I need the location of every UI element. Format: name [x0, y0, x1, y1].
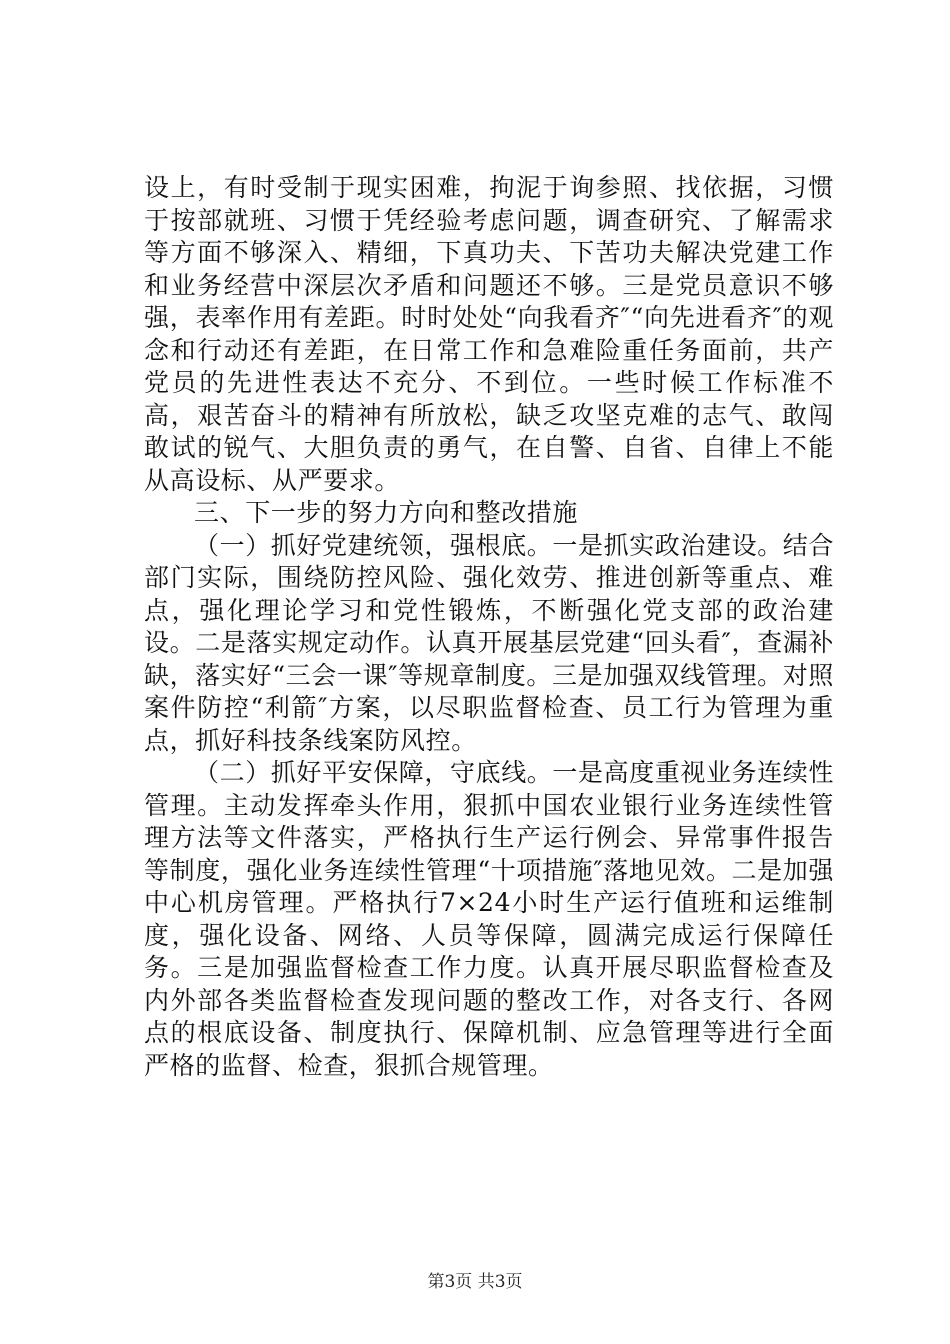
paragraph-safety-guarantee: （二）抓好平安保障，守底线。一是高度重视业务连续性管理。主动发挥牵头作用，狠抓中国农业银行业务连续性管理方法等文件落实，严格执行生产运行例会、异常事件报告等制度，强化业务连续性管理“十项措施″落地见效。二是加强中心机房管理。严格执行7×24小时生产运行值班和运维制度，强化设备、网络、人员等保障，圆满完成运行保障任务。三是加强监督检查工作力度。认真开展尽职监督检查及内外部各类监督检查发现问题的整改工作，对各支行、各网点的根底设备、制度执行、保障机制、应急管理等进行全面严格的监督、检查，狠抓合规管理。 — [144, 758, 835, 1080]
paragraph-party-building: （一）抓好党建统领，强根底。一是抓实政治建设。结合部门实际，围绕防控风险、强化效劳、推进创新等重点、难点，强化理论学习和党性锻炼，不断强化党支部的政治建设。二是落实规定动作。认真开展基层党建“回头看″，查漏补缺，落实好“三会一课″等规章制度。三是加强双线管理。对照案件防控“利箭″方案，以尽职监督检查、员工行为管理为重点，抓好科技条线案防风控。 — [144, 530, 835, 755]
section-heading: 三、下一步的努力方向和整改措施 — [194, 498, 579, 527]
document-body — [144, 172, 834, 1082]
page-number-footer: 第3页 共3页 — [427, 1272, 523, 1292]
paragraph-continuation: 设上，有时受制于现实困难，拘泥于询参照、找依据，习惯于按部就班、习惯于凭经验考虑问题，调查研究、了解需求等方面不够深入、精细，下真功夫、下苦功夫解决党建工作和业务经营中深层次矛盾和问题还不够。三是党员意识不够强，表率作用有差距。时时处处“向我看齐″“向先进看齐″的观念和行动还有差距，在日常工作和急难险重任务面前，共产党员的先进性表达不充分、不到位。一些时候工作标准不高，艰苦奋斗的精神有所放松，缺乏攻坚克难的志气、敢闯敢试的锐气、大胆负责的勇气，在自警、自省、自律上不能从高设标、从严要求。 — [144, 173, 834, 495]
